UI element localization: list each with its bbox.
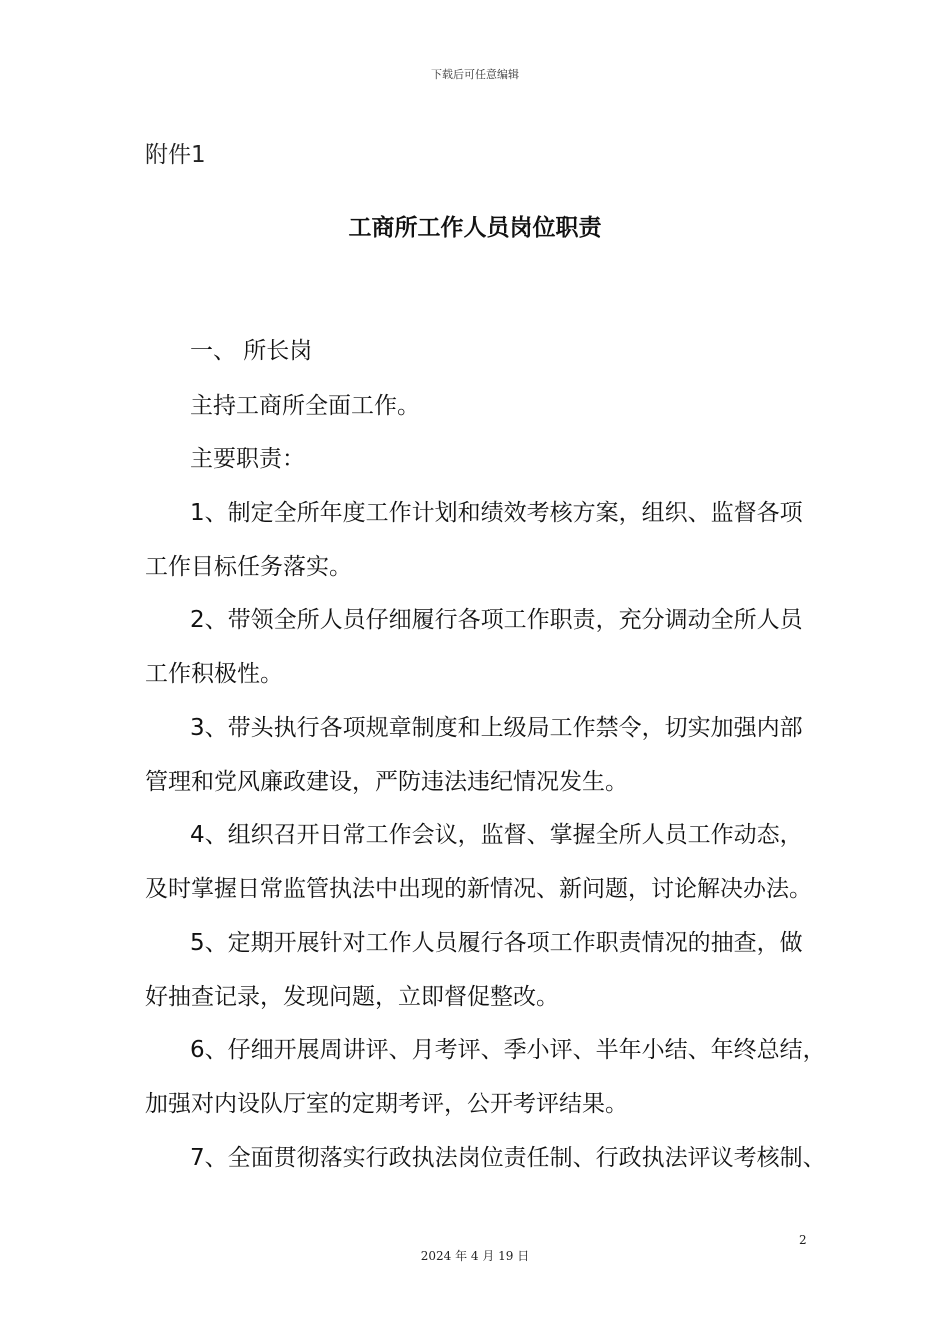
page-number: 2 [799, 1233, 807, 1247]
footer-date: 2024 年 4 月 19 日 [420, 1249, 530, 1263]
duty-item-2-line2: 工作积极性。 [145, 661, 283, 687]
page-header: 下载后可任意编辑 [431, 68, 519, 81]
duty-item-6-line2: 加强对内设队厅室的定期考评，公开考评结果。 [145, 1091, 628, 1117]
duty-item-3-line1: 3、带头执行各项规章制度和上级局工作禁令，切实加强内部 [190, 715, 803, 741]
duty-item-6-line1: 6、仔细开展周讲评、月考评、季小评、半年小结、年终总结， [190, 1037, 826, 1063]
section-heading: 一、 所长岗 [190, 338, 313, 364]
duty-item-5-line1: 5、定期开展针对工作人员履行各项工作职责情况的抽查，做 [190, 930, 803, 956]
duties-label: 主要职责： [190, 446, 305, 472]
duty-item-2-line1: 2、带领全所人员仔细履行各项工作职责，充分调动全所人员 [190, 607, 803, 633]
duty-item-5-line2: 好抽查记录，发现问题，立即督促整改。 [145, 984, 559, 1010]
duty-item-1-line1: 1、制定全所年度工作计划和绩效考核方案，组织、监督各项 [190, 500, 803, 526]
duty-item-4-line1: 4、组织召开日常工作会议，监督、掌握全所人员工作动态， [190, 822, 803, 848]
duty-item-4-line2: 及时掌握日常监管执法中出现的新情况、新问题，讨论解决办法。 [145, 876, 812, 902]
duty-item-7-line1: 7、全面贯彻落实行政执法岗位责任制、行政执法评议考核制、 [190, 1145, 826, 1171]
attachment-label: 附件1 [145, 142, 206, 168]
duty-item-3-line2: 管理和党风廉政建设，严防违法违纪情况发生。 [145, 769, 628, 795]
duty-item-1-line2: 工作目标任务落实。 [145, 554, 352, 580]
document-title: 工商所工作人员岗位职责 [348, 215, 602, 241]
section-summary: 主持工商所全面工作。 [190, 393, 420, 419]
